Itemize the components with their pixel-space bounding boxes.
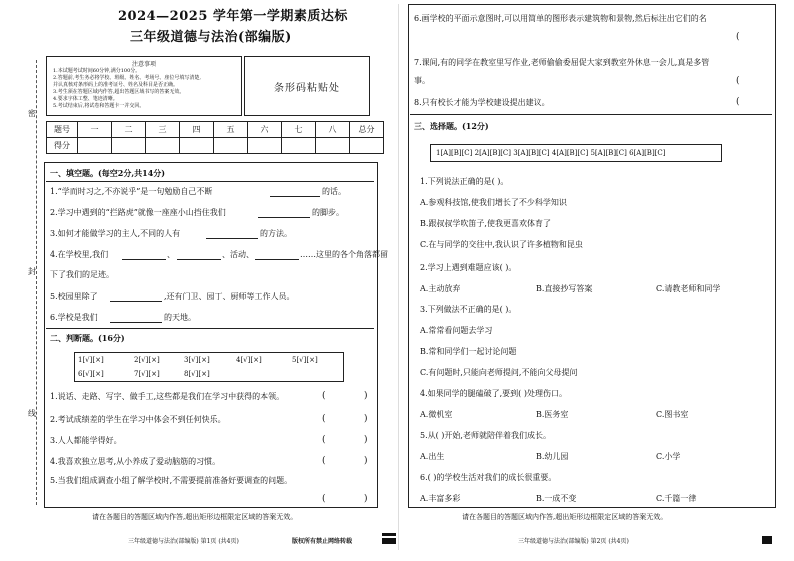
judge-q7-cont: 事。 [414, 76, 430, 85]
blank-line[interactable] [110, 322, 162, 323]
score-table-header: 四 [180, 122, 214, 138]
footer-note: 请在各题目的答题区域内作答,超出矩形边框限定区域的答案无效。 [462, 513, 668, 521]
judge-q2: 2.考试成绩差的学生在学习中体会不到任何快乐。 [50, 415, 226, 424]
barcode-area [244, 56, 370, 116]
score-cell[interactable] [350, 138, 384, 154]
answer-paren[interactable]: ( [736, 97, 740, 107]
choice-q2: 2.学习上遇到难题应该( )。 [420, 263, 517, 272]
fill-q5-end: ,还有门卫、园丁、厨师等工作人员。 [164, 292, 295, 301]
choice-q5-option-c[interactable]: C.小学 [656, 452, 681, 461]
judge-q7: 7.课间,有的同学在教室里写作业,老师偷偷委屈促大家到教室外休息一会儿,真是多管 [414, 58, 710, 67]
answer-paren[interactable]: ( [736, 76, 740, 86]
choice-q3-option-c[interactable]: C.有问题时,只能向老师提问,不能向父母提问 [420, 368, 578, 377]
divider [410, 114, 772, 115]
answer-paren-close[interactable]: ) [364, 435, 368, 445]
score-table-header: 五 [214, 122, 248, 138]
registration-mark [382, 533, 396, 536]
exam-subtitle: 三年级道德与法治(部编版) [130, 30, 292, 45]
blank-line[interactable] [206, 238, 258, 239]
judge-q5: 5.当我们组成调查小组了解学校时,不需要提前准备好要调查的问题。 [50, 476, 293, 485]
fill-q2: 2.学习中遇到的“拦路虎”就像一座座小山挡住我们 [50, 208, 226, 217]
judge-answer-option[interactable]: 3[√][×] [184, 356, 210, 364]
fill-q4: 4.在学校里,我们 [50, 250, 109, 259]
score-cell[interactable] [316, 138, 350, 154]
registration-mark [382, 538, 396, 544]
section3-heading: 三、选择题。(12分) [414, 121, 489, 131]
score-cell[interactable] [180, 138, 214, 154]
barcode-label: 条形码粘贴处 [274, 83, 340, 94]
choice-q4-option-a[interactable]: A.微机室 [420, 410, 453, 419]
fill-q5: 5.校园里除了 [50, 292, 98, 301]
answer-paren-open[interactable]: ( [322, 456, 326, 466]
judge-answer-option[interactable]: 4[√][×] [236, 356, 262, 364]
answer-paren-close[interactable]: ) [364, 456, 368, 466]
answer-paren-open[interactable]: ( [322, 494, 326, 504]
copyright-note: 版权所有禁止网络转载 [292, 538, 353, 545]
judge-q4: 4.我喜欢独立思考,从小养成了爱动脑筋的习惯。 [50, 457, 221, 466]
score-cell[interactable] [282, 138, 316, 154]
notice-line: 3.考生须在答题区域内作答,超出答题区域书写的答案无效。 [53, 89, 185, 95]
fill-q4-cont: 下了我们的足迹。 [50, 270, 114, 279]
choice-q6-option-c[interactable]: C.千篇一律 [656, 494, 697, 503]
blank-line[interactable] [177, 259, 221, 260]
notice-line: 并认真核对条形码上的准考证号、姓名及科目是否正确。 [53, 82, 179, 88]
blank-line[interactable] [258, 217, 310, 218]
footer-note: 请在各题目的答题区域内作答,超出矩形边框限定区域的答案无效。 [92, 513, 298, 521]
section1-heading: 一、填空题。(每空2分,共14分) [50, 168, 166, 178]
divider [46, 181, 374, 182]
judge-q1: 1.说话、走路、写字、做手工,这些都是我们在学习中获得的本领。 [50, 392, 285, 401]
notice-box [46, 56, 242, 116]
choice-answer-options[interactable]: 1[A][B][C] 2[A][B][C] 3[A][B][C] 4[A][B][C] 5[A][B][C] 6[A][B][C] [436, 149, 666, 157]
score-cell[interactable] [112, 138, 146, 154]
choice-q1-option-b[interactable]: B.跟叔叔学吹笛子,使我更喜欢体育了 [420, 219, 551, 228]
notice-line: 1.本试题考试时间60分钟,满分100分。 [53, 68, 141, 74]
choice-q5: 5.从( )开始,老师就陪伴着我们成长。 [420, 431, 551, 440]
answer-paren-close[interactable]: ) [364, 494, 368, 504]
fill-q3: 3.如何才能做学习的主人,不同的人有 [50, 229, 181, 238]
notice-line: 2.答题前,考生务必将学校、班级、姓名、考场号、座位号填写清楚, [53, 75, 201, 81]
binding-mark-seal: 密 [28, 109, 36, 118]
judge-answer-option[interactable]: 1[√][×] [78, 356, 104, 364]
choice-q6: 6.( )的学校生活对我们的成长很重要。 [420, 473, 557, 482]
judge-answer-option[interactable]: 6[√][×] [78, 370, 104, 378]
binding-mark-line: 线 [28, 409, 36, 418]
score-table-header: 总分 [350, 122, 384, 138]
judge-answer-option[interactable]: 2[√][×] [134, 356, 160, 364]
score-table-header: 六 [248, 122, 282, 138]
choice-q1-option-c[interactable]: C.在与同学的交往中,我认识了许多植物和昆虫 [420, 240, 583, 249]
page-number: 三年级道德与法治(部编版) 第1页 (共4页) [128, 538, 239, 545]
binding-line [36, 60, 37, 505]
choice-q3-option-a[interactable]: A.常常看问题去学习 [420, 326, 493, 335]
answer-paren-open[interactable]: ( [322, 435, 326, 445]
binding-mark-close: 封 [28, 267, 36, 276]
choice-q2-option-c[interactable]: C.请教老师和同学 [656, 284, 721, 293]
page-divider [398, 4, 399, 550]
score-table-header: 一 [78, 122, 112, 138]
fill-q6-end: 的天地。 [164, 313, 196, 322]
answer-paren-close[interactable]: ) [364, 391, 368, 401]
score-table-header: 八 [316, 122, 350, 138]
answer-paren-close[interactable]: ) [364, 414, 368, 424]
score-table [46, 121, 384, 154]
choice-q5-option-a[interactable]: A.出生 [420, 452, 445, 461]
score-cell[interactable] [146, 138, 180, 154]
choice-q2-option-b[interactable]: B.直接抄写答案 [536, 284, 593, 293]
notice-title: 注意事项 [131, 61, 156, 68]
choice-q1-option-a[interactable]: A.参观科技馆,使我们增长了不少科学知识 [420, 198, 567, 207]
judge-answer-option[interactable]: 8[√][×] [184, 370, 210, 378]
section2-heading: 二、判断题。(16分) [50, 333, 125, 343]
choice-q4: 4.如果同学的腿磕破了,要到( )处理伤口。 [420, 389, 567, 398]
fill-q1-end: 的话。 [322, 187, 346, 196]
choice-q5-option-b[interactable]: B.幼儿园 [536, 452, 569, 461]
fill-q1: 1.“学而时习之,不亦说乎”是一句勉励自己不断 [50, 187, 213, 196]
answer-paren-open[interactable]: ( [322, 414, 326, 424]
fill-q4-sep: 、 [167, 250, 175, 259]
judge-q8: 8.只有校长才能为学校建设提出建议。 [414, 98, 550, 107]
fill-q3-end: 的方法。 [260, 229, 292, 238]
judge-q3: 3.人人都能学得好。 [50, 436, 122, 445]
blank-line[interactable] [270, 196, 320, 197]
choice-q3: 3.下列做法不正确的是( )。 [420, 305, 517, 314]
blank-line[interactable] [110, 301, 162, 302]
score-table-row-label: 得分 [47, 138, 78, 154]
notice-line: 5.考试结束后,将试卷和答题卡一并交回。 [53, 103, 145, 109]
score-table-header: 三 [146, 122, 180, 138]
divider [46, 328, 374, 329]
choice-q6-option-b[interactable]: B.一成不变 [536, 494, 577, 503]
score-table-header: 二 [112, 122, 146, 138]
judge-answer-option[interactable]: 5[√][×] [292, 356, 318, 364]
page-number: 三年级道德与法治(部编版) 第2页 (共4页) [518, 538, 629, 545]
score-cell[interactable] [248, 138, 282, 154]
score-table-header: 题号 [47, 122, 78, 138]
notice-line: 4.要求字体工整、笔迹清晰。 [53, 96, 118, 102]
choice-q4-option-b[interactable]: B.医务室 [536, 410, 569, 419]
choice-q1: 1.下列说法正确的是( )。 [420, 177, 509, 186]
choice-q6-option-a[interactable]: A.丰富多彩 [420, 494, 461, 503]
answer-paren[interactable]: ( [736, 32, 740, 42]
choice-q3-option-b[interactable]: B.常和同学们一起讨论问题 [420, 347, 517, 356]
fill-q2-end: 的脚步。 [312, 208, 344, 217]
blank-line[interactable] [255, 259, 299, 260]
score-cell[interactable] [214, 138, 248, 154]
fill-q4-mid: 、活动、 [222, 250, 254, 259]
judge-q6: 6.画学校的平面示意图时,可以用简单的图形表示建筑物和景物,然后标注出它们的名 [414, 14, 707, 23]
blank-line[interactable] [122, 259, 166, 260]
exam-title: 2024—2025 学年第一学期素质达标 [118, 9, 348, 24]
choice-q2-option-a[interactable]: A.主动放弃 [420, 284, 461, 293]
score-cell[interactable] [78, 138, 112, 154]
judge-answer-option[interactable]: 7[√][×] [134, 370, 160, 378]
fill-q4-tail: ……这里的各个角落都留 [300, 250, 388, 259]
answer-paren-open[interactable]: ( [322, 391, 326, 401]
fill-q6: 6.学校是我们 [50, 313, 98, 322]
choice-q4-option-c[interactable]: C.图书室 [656, 410, 689, 419]
registration-mark [762, 536, 772, 544]
score-table-header: 七 [282, 122, 316, 138]
